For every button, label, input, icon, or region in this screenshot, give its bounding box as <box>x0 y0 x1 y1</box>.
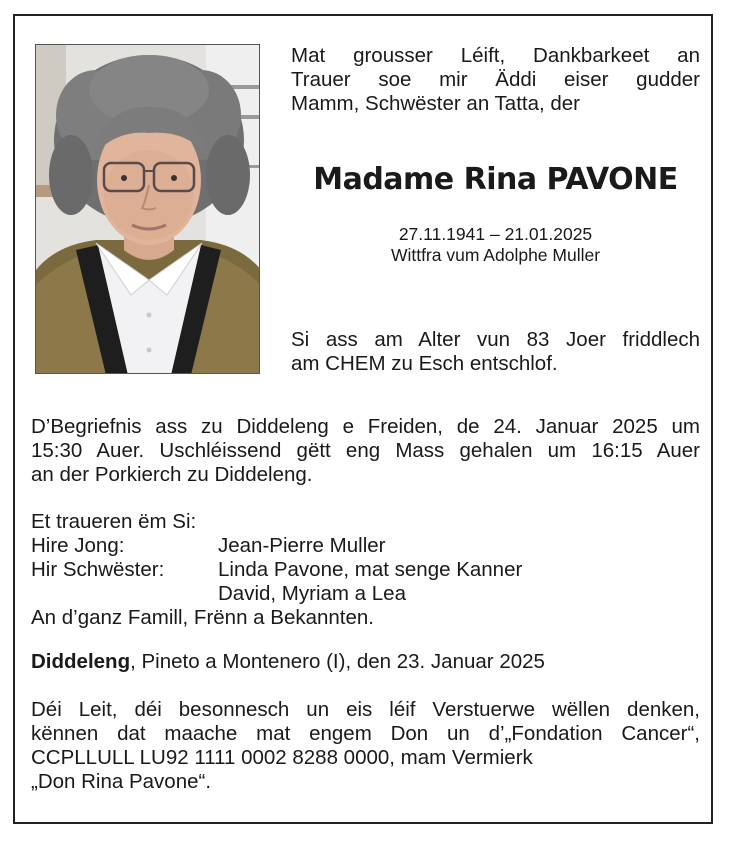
mourners-others: An d’ganz Famill, Frënn a Bekannten. <box>31 606 374 629</box>
sister-value: Linda Pavone, mat senge Kanner <box>218 558 523 581</box>
funeral-line-1: D’Begriefnis ass zu Diddeleng e Freiden, de 24. Januar 2025 um <box>31 415 700 438</box>
place-town: Diddeleng <box>31 650 131 673</box>
portrait-photo <box>35 44 260 374</box>
place-date-line <box>31 650 700 674</box>
spacer <box>31 582 218 606</box>
sister-label: Hir Schwëster: <box>31 558 165 581</box>
funeral-text <box>31 415 700 487</box>
donation-line-2: kënnen dat maache mat engem Don un d’„Fondation Cancer“, <box>31 722 700 745</box>
mourner-row-sister <box>31 558 700 582</box>
funeral-line-3: an der Porkierch zu Diddeleng. <box>31 463 313 486</box>
donation-line-1: Déi Leit, déi besonnesch un eis léif Verstuerwe wëllen denken, <box>31 698 700 721</box>
mourners-list <box>31 510 700 630</box>
life-dates: 27.11.1941 – 21.01.2025 <box>398 224 593 244</box>
passing-line-2: am CHEM zu Esch entschlof. <box>291 352 558 375</box>
life-dates-block <box>291 224 700 266</box>
place-rest: , Pineto a Montenero (I), den 23. Januar 2025 <box>130 650 545 673</box>
intro-line-2: Trauer soe mir Äddi eiser gudder <box>291 68 700 91</box>
mourners-heading: Et traueren ëm Si: <box>31 510 197 533</box>
donation-text <box>31 698 700 794</box>
passing-line-1: Si ass am Alter vun 83 Joer friddlech <box>291 328 700 351</box>
widow-of: Wittfra vum Adolphe Muller <box>390 245 601 265</box>
mourner-row-sister-cont <box>31 582 700 606</box>
son-value: Jean-Pierre Muller <box>218 534 386 557</box>
deceased-name: Madame Rina PAVONE <box>313 162 678 197</box>
mourner-row-son <box>31 534 700 558</box>
sister-value-2: David, Myriam a Lea <box>218 582 406 605</box>
intro-line-3: Mamm, Schwëster an Tatta, der <box>291 92 581 115</box>
funeral-line-2: 15:30 Auer. Uschléissend gëtt eng Mass gehalen um 16:15 Auer <box>31 439 700 462</box>
donation-line-3: CCPLLULL LU92 1111 0002 8288 0000, mam Vermierk <box>31 746 533 769</box>
passing-text <box>291 328 700 376</box>
intro-line-1: Mat grousser Léift, Dankbarkeet an <box>291 44 700 67</box>
son-label: Hire Jong: <box>31 534 125 557</box>
donation-line-4: „Don Rina Pavone“. <box>31 770 212 793</box>
intro-text <box>291 44 700 116</box>
